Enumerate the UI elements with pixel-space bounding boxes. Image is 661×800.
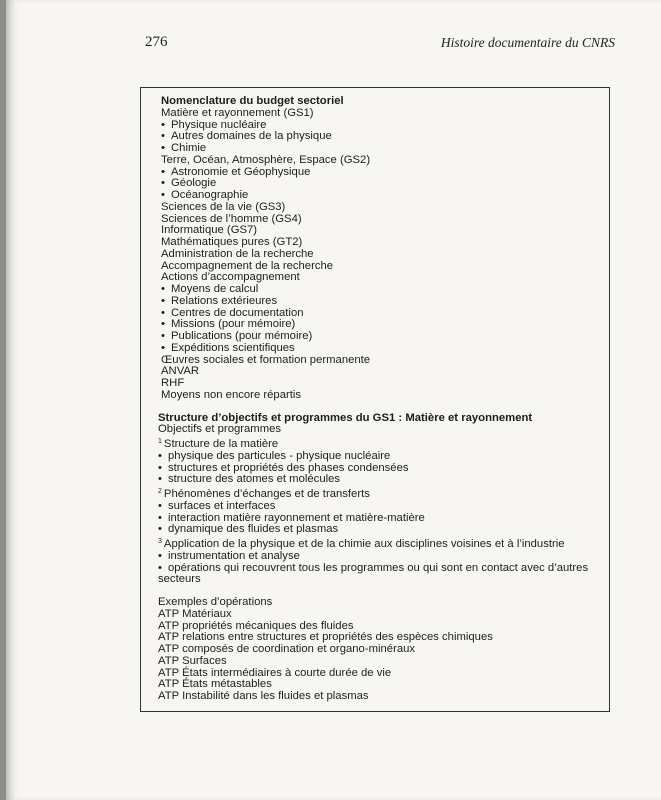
list-item: • Physique nucléaire: [161, 120, 611, 132]
list-item: • Géologie: [161, 178, 611, 190]
list-item: • surfaces et interfaces: [158, 501, 611, 513]
list-item: • Expéditions scientifiques: [161, 343, 611, 355]
section1-title: Nomenclature du budget sectoriel: [161, 95, 344, 107]
example-item: ATP États métastables: [158, 678, 272, 691]
list-item: • Astronomie et Géophysique: [161, 167, 611, 179]
example-item: ATP propriétés mécaniques des fluides: [158, 619, 354, 632]
example-item: ATP composés de coordination et organo-minéraux: [158, 643, 416, 655]
page: [6, 0, 661, 800]
list-item: • Moyens de calcul: [161, 284, 611, 296]
list-item: • Océanographie: [161, 190, 611, 202]
example-item: ATP États intermédiaires à courte durée de vie: [158, 666, 392, 679]
objective-number: 3: [158, 538, 162, 545]
gs1-heading: Matière et rayonnement (GS1): [161, 106, 314, 119]
page-number: 276: [145, 34, 168, 50]
objective-number: 1: [158, 438, 162, 445]
example-item: ATP relations entre structures et propriétés des espèces chimiques: [158, 631, 493, 644]
list-item: • physique des particules - physique nucléaire: [158, 451, 611, 463]
list-item: • Relations extérieures: [161, 296, 611, 308]
example-item: ATP Instabilité dans les fluides et plasmas: [158, 690, 369, 702]
objective-2: $^2$ Phénomènes d’échanges et de transferts: [158, 488, 370, 500]
list-item: • dynamique des fluides et plasmas: [158, 524, 611, 536]
objective-number: 2: [158, 488, 162, 495]
moyens-heading: Moyens non encore répartis: [161, 388, 302, 401]
example-item: ATP Surfaces: [158, 654, 227, 667]
rhf-heading: RHF: [161, 377, 185, 389]
list-item: • Centres de documentation: [161, 308, 611, 320]
examples-title: Exemples d’opérations: [158, 596, 273, 608]
gt2-heading: Mathématiques pures (GT2): [161, 236, 303, 248]
objective-3: $^3$ Application de la physique et de la chimie aux disciplines voisines et à l’industrie: [158, 538, 565, 550]
list-item: • Missions (pour mémoire): [161, 319, 611, 331]
section2-title: Structure d’objectifs et programmes du GS1 : Matière et rayonnement: [158, 411, 533, 424]
list-item: • Autres domaines de la physique: [161, 131, 611, 143]
list-item: • structure des atomes et molécules: [158, 474, 611, 486]
box-content: [158, 95, 611, 703]
accomp-heading: Accompagnement de la recherche: [161, 259, 334, 272]
admin-heading: Administration de la recherche: [161, 247, 314, 260]
example-item: ATP Matériaux: [158, 607, 232, 620]
gs7-heading: Informatique (GS7): [161, 224, 258, 237]
gs3-heading: Sciences de la vie (GS3): [161, 200, 286, 213]
running-title: Histoire documentaire du CNRS: [440, 35, 615, 50]
list-item: • structures et propriétés des phases condensées: [158, 463, 611, 475]
list-item: • interaction matière rayonnement et matière-matière: [158, 513, 611, 525]
list-item: • instrumentation et analyse: [158, 551, 611, 563]
text-box: [140, 87, 610, 712]
oeuvres-heading: Œuvres sociales et formation permanente: [161, 353, 371, 366]
anvar-heading: ANVAR: [161, 365, 200, 378]
objective-1: $^1$ Structure de la matière: [158, 438, 279, 450]
gs2-heading: Terre, Océan, Atmosphère, Espace (GS2): [161, 153, 371, 166]
list-item: • Publications (pour mémoire): [161, 331, 611, 343]
actions-heading: Actions d’accompagnement: [161, 271, 300, 284]
section2-subtitle: Objectifs et programmes: [158, 423, 282, 436]
gs4-heading: Sciences de l’homme (GS4): [161, 212, 302, 225]
list-item: • opérations qui recouvrent tous les programmes ou qui sont en contact avec d’autres secteurs: [158, 563, 598, 587]
list-item: • Chimie: [161, 143, 611, 155]
